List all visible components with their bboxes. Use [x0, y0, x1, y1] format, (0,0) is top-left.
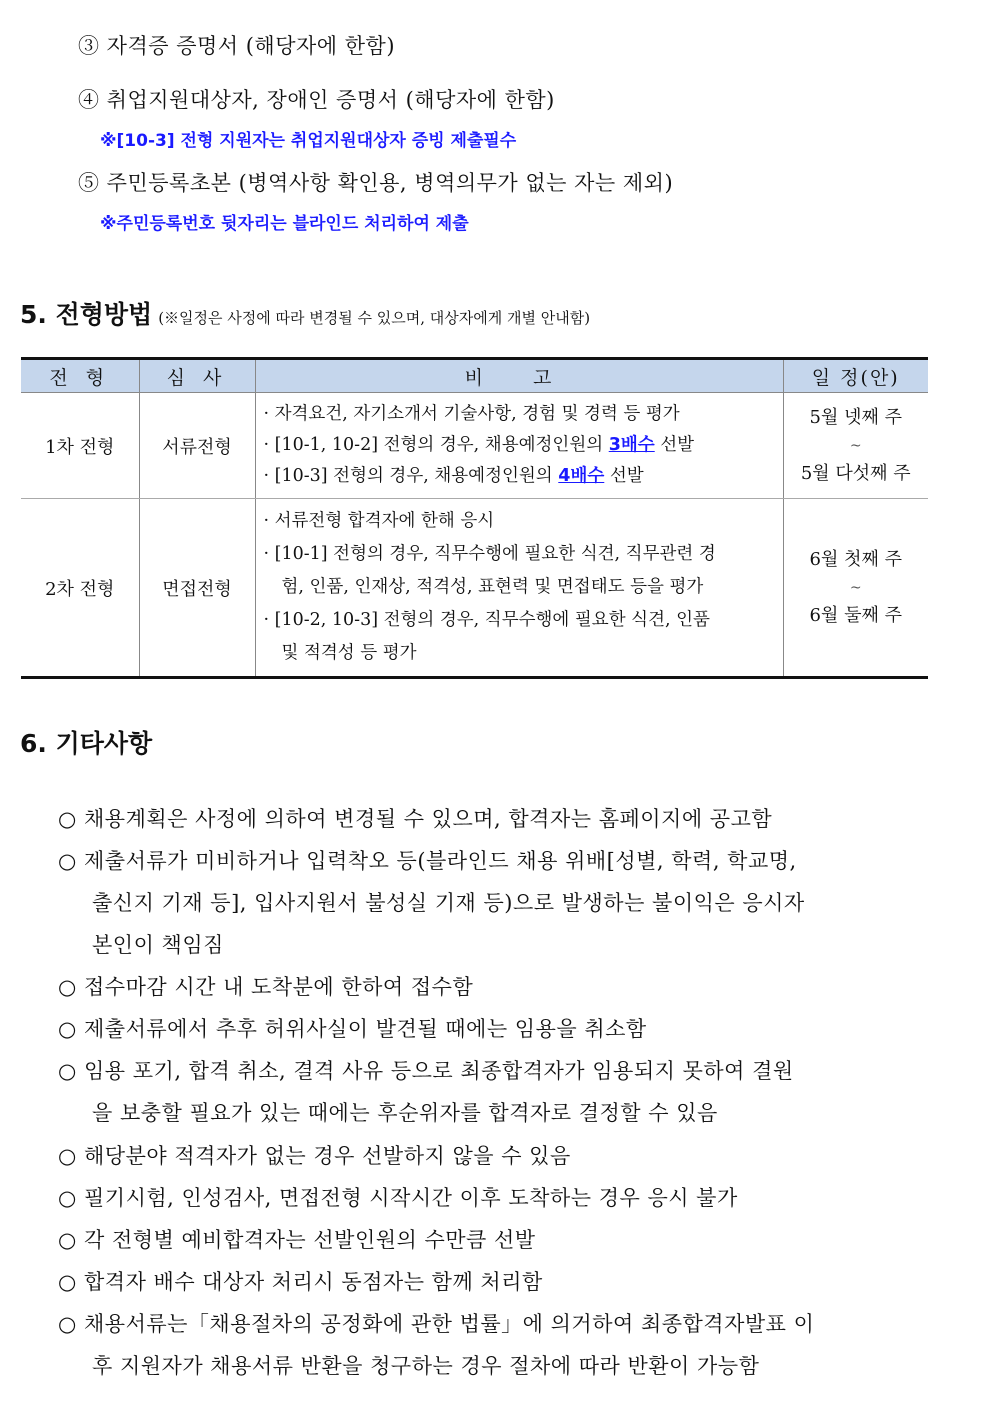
misc-bullet-line: 본인이 책임짐	[92, 933, 224, 957]
note-line: 및 적격성 등 평가	[281, 643, 417, 663]
stage-cell: 2차 전형	[21, 499, 139, 678]
misc-bullet-line: 후 지원자가 채용서류 반환을 청구하는 경우 절차에 따라 반환이 가능함	[92, 1354, 760, 1378]
review-cell: 면접전형	[139, 499, 255, 678]
misc-bullet-line: ○ 제출서류에서 추후 허위사실이 발견될 때에는 임용을 취소함	[58, 1017, 647, 1041]
section-5-title: 5. 전형방법	[20, 300, 153, 329]
misc-bullet-line: 을 보충할 필요가 있는 때에는 후순위자를 합격자로 결정할 수 있음	[92, 1101, 718, 1125]
note-line: · [10-3] 전형의 경우, 채용예정인원의 4배수 선발	[263, 466, 644, 486]
misc-bullet-line: ○ 접수마감 시간 내 도착분에 한하여 접수함	[58, 975, 474, 999]
review-cell: 서류전형	[139, 393, 255, 499]
header-stage: 전 형	[21, 359, 139, 393]
note-line: · 서류전형 합격자에 한해 응시	[263, 511, 495, 531]
schedule-cell: 6월 첫째 주 ~ 6월 둘째 주	[783, 499, 928, 678]
selection-method-table	[21, 357, 928, 679]
notes-cell	[255, 393, 783, 499]
header-schedule: 일 정(안)	[783, 359, 928, 393]
table-header-row	[21, 359, 928, 393]
section-5-subtitle: (※일정은 사정에 따라 변경될 수 있으며, 대상자에게 개별 안내함)	[158, 309, 591, 327]
note-line: · [10-2, 10-3] 전형의 경우, 직무수행에 필요한 식견, 인품	[263, 610, 710, 630]
misc-bullet-line: ○ 임용 포기, 합격 취소, 결격 사유 등으로 최종합격자가 임용되지 못하여 결원	[58, 1059, 794, 1083]
document-note: ※주민등록번호 뒷자리는 블라인드 처리하여 제출	[100, 214, 469, 234]
required-document-item: ⑤ 주민등록초본 (병역사항 확인용, 병역의무가 없는 자는 제외)	[78, 171, 674, 195]
required-document-item: ④ 취업지원대상자, 장애인 증명서 (해당자에 한함)	[78, 88, 555, 112]
misc-bullet-line: ○ 필기시험, 인성검사, 면접전형 시작시간 이후 도착하는 경우 응시 불가	[58, 1186, 738, 1210]
section-5-heading	[20, 295, 590, 331]
note-line: · [10-1, 10-2] 전형의 경우, 채용예정인원의 3배수 선발	[263, 435, 695, 455]
misc-bullet-line: ○ 제출서류가 미비하거나 입력착오 등(블라인드 채용 위배[성별, 학력, 학교명,	[58, 849, 797, 873]
highlight-3x: 3배수	[608, 435, 655, 455]
misc-bullet-line: ○ 채용계획은 사정에 의하여 변경될 수 있으며, 합격자는 홈페이지에 공고함	[58, 807, 773, 831]
note-line: 험, 인품, 인재상, 적격성, 표현력 및 면접태도 등을 평가	[281, 577, 704, 597]
stage-cell: 1차 전형	[21, 393, 139, 499]
misc-bullet-line: ○ 합격자 배수 대상자 처리시 동점자는 함께 처리함	[58, 1270, 543, 1294]
required-document-item: ③ 자격증 증명서 (해당자에 한함)	[78, 34, 396, 58]
table-row	[21, 393, 928, 499]
header-notes: 비 고	[255, 359, 783, 393]
misc-bullet-line: ○ 채용서류는「채용절차의 공정화에 관한 법률」에 의거하여 최종합격자발표 이	[58, 1312, 815, 1336]
misc-bullet-line: ○ 각 전형별 예비합격자는 선발인원의 수만큼 선발	[58, 1228, 536, 1252]
table-row	[21, 499, 928, 678]
schedule-cell: 5월 넷째 주 ~ 5월 다섯째 주	[783, 393, 928, 499]
note-line: · [10-1] 전형의 경우, 직무수행에 필요한 식견, 직무관련 경	[263, 544, 716, 564]
misc-bullet-line: 출신지 기재 등], 입사지원서 불성실 기재 등)으로 발생하는 불이익은 응시자	[92, 891, 805, 915]
highlight-4x: 4배수	[558, 466, 605, 486]
misc-bullet-line: ○ 해당분야 적격자가 없는 경우 선발하지 않을 수 있음	[58, 1144, 571, 1168]
note-line: · 자격요건, 자기소개서 기술사항, 경험 및 경력 등 평가	[263, 404, 680, 424]
notes-cell	[255, 499, 783, 678]
document-note: ※[10-3] 전형 지원자는 취업지원대상자 증빙 제출필수	[100, 131, 517, 151]
header-review: 심 사	[139, 359, 255, 393]
section-6-title: 6. 기타사항	[20, 729, 153, 758]
